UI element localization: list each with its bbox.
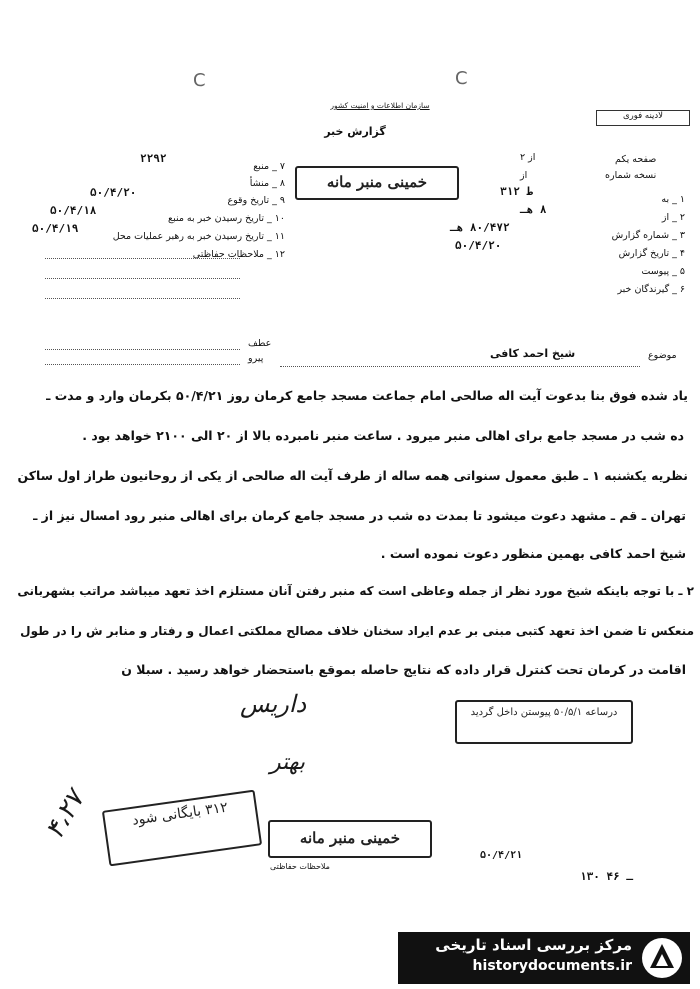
urgency-tag: لادینه فوری [596, 110, 690, 126]
field-label: ۲ _ از [661, 212, 685, 223]
org-stamp: سازمان اطلاعات و امنیت کشور [330, 101, 430, 110]
punch-hole-mark: C [193, 70, 206, 91]
atf-label: عطف [248, 338, 272, 349]
field-label: ۳ _ شماره گزارش [611, 230, 685, 241]
field-value: ط ۳۱۲ [500, 185, 534, 198]
processed-stamp: ۳۱۲ بایگانی شود [102, 790, 262, 867]
punch-hole-mark: C [455, 68, 468, 89]
archive-logo-icon [640, 936, 684, 980]
body-line: شیخ احمد کافی بهمین منظور دعوت نموده است . [380, 546, 686, 561]
field-label: ۹ _ تاریخ وقوع [227, 195, 285, 206]
subject-value: شیخ احمد کافی [490, 347, 576, 360]
body-line: ده شب در مسجد جامع برای اهالی منبر میرود . ساعت منبر نامبرده بالا از ۲۰ الی ۲۱۰۰ خواهد بود . [82, 428, 684, 443]
watermark-title: مرکز بررسی اسناد تاریخی [435, 936, 632, 954]
field-label: ۱۰ _ تاریخ رسیدن خبر به منبع [168, 213, 285, 224]
field-value: ۵۰/۴/۱۹ [32, 222, 79, 235]
page-label: صفحه یکم [615, 154, 657, 165]
field-value: ۸۰/۴۷۲ هـ [450, 221, 510, 234]
field-label: ۶ _ گیرندگان خبر [617, 284, 685, 295]
body-line: یاد شده فوق بنا بدعوت آیت اله صالحی امام جماعت مسجد جامع کرمان روز ۵۰/۴/۲۱ بکرمان وارد و مدت ـ [46, 388, 688, 403]
field-label: ۸ _ منشأ [249, 178, 285, 189]
handwritten-side-note: ۴،۲۷ [39, 785, 91, 845]
field-value: ۵۰/۴/۲۰ [90, 186, 137, 199]
center-name-stamp: خمینی منبر مانه [295, 166, 459, 200]
field-label: ۵ _ پیوست [641, 266, 685, 277]
field-label: ۴ _ تاریخ گزارش [618, 248, 685, 259]
bottom-code: ۱۳۰ ـ ۴۶ [580, 870, 633, 883]
copy-label: نسخه شماره [605, 170, 657, 181]
watermark-url: historydocuments.ir [472, 958, 632, 974]
handwritten-note: داریس [240, 690, 307, 718]
handwritten-note: بهتر [270, 750, 306, 775]
body-line: ۲ ـ با توجه باینکه شیخ مورد نظر از جمله وعاظی است که منبر رفتن آنان مستلزم اخذ تعهد میباشد مراتب بشهربانی [17, 584, 694, 598]
page-count: از ۲ [520, 152, 536, 163]
field-label: ۷ _ منبع [253, 161, 285, 172]
right-fields [380, 185, 685, 295]
bottom-security-label: ملاحظات حفاظتی [270, 862, 330, 871]
peyro-label: پیرو [248, 353, 264, 364]
body-line: اقامت در کرمان تحت کنترل قرار داده که نتایج حاصله بموقع باستحضار خواهد رسید . سبلا ن [121, 662, 686, 677]
body-line: نظریه یکشنبه ۱ ـ طبق معمول سنواتی همه ساله از طرف آیت اله صالحی از یکی از روحانیون طراز اول ساکن [17, 468, 688, 483]
field-label: ۱۲ _ ملاحظات حفاظتی [192, 249, 285, 260]
field-value: ۲۲۹۲ [140, 152, 167, 165]
copy-count: از [520, 170, 528, 181]
body-line: منعکس تا ضمن اخذ تعهد کتبی مبنی بر عدم ایراد سخنان خلاف مصالح مملکتی اعمال و رفتار و منابر ش را در طول [20, 624, 694, 638]
subject-label: موضوع [648, 350, 677, 361]
body-line: تهران ـ قم ـ مشهد دعوت میشود تا بمدت ده شب در مسجد جامع کرمان برای اهالی منبر رود امسال نیز از ـ [33, 508, 686, 523]
form-title: گزارش خبر [324, 125, 386, 138]
field-value: ۵۰/۴/۱۸ [50, 204, 97, 217]
field-label: ۱ _ به [661, 194, 685, 205]
field-value: ۸ هـ [520, 203, 547, 216]
signature-date: ۵۰/۴/۲۱ [480, 850, 523, 861]
received-stamp: درساعه ۵۰/۵/۱ پیوستن داخل گردید [455, 700, 633, 744]
watermark-banner [398, 932, 690, 984]
field-label: ۱۱ _ تاریخ رسیدن خبر به رهبر عملیات محل [112, 231, 285, 242]
field-value: ۵۰/۴/۲۰ [455, 239, 502, 252]
left-fields [32, 150, 285, 320]
bottom-name-stamp: خمینی منبر مانه [268, 820, 432, 858]
